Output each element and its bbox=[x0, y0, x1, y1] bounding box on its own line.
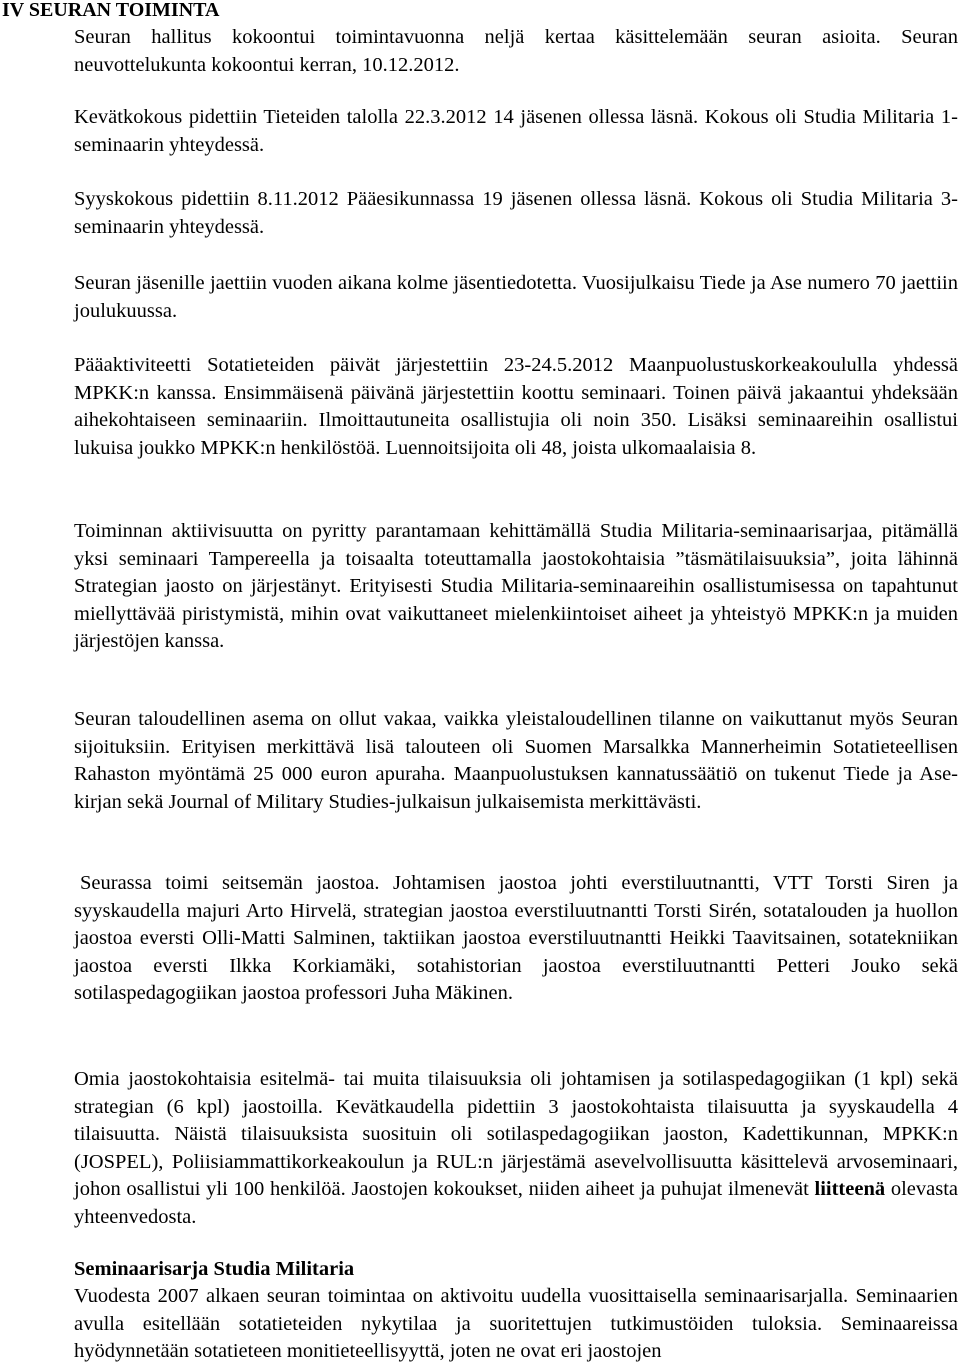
paragraph-spring-meeting: Kevätkokous pidettiin Tieteiden talolla 22.3.2012 14 jäsenen ollessa läsnä. Kokous oli Studia Militaria 1-seminaarin yhteydessä. bbox=[74, 106, 958, 156]
subheading-seminar-series: Seminaarisarja Studia Militaria bbox=[74, 1258, 355, 1280]
attachment-reference: liitteenä bbox=[814, 1178, 886, 1200]
paragraph-section-events bbox=[74, 1066, 958, 1231]
section-heading: IV SEURAN TOIMINTA bbox=[2, 0, 220, 21]
paragraph-section-events-text: Omia jaostokohtaisia esitelmä- tai muita tilaisuuksia oli johtamisen ja sotilaspedagogiikan (1 kpl) sekä strategian (6 kpl) jaostoilla. Kevätkaudella pidettiin 3 jaostokohtaista tilaisuutta ja syyskaudella 4 tilaisuutta. Näistä tilaisuuksista suosituin oli sotilaspedagogiikan jaoston, Kadettikunnan, MPKK:n (JOSPEL), Poliisiammattikorkeakoulun ja RUL:n järjestämä asevelvollisuutta käsittelevä arvoseminaari, johon osallistui yli 100 henkilöä. Jaostojen kokoukset, niiden aiheet ja puhujat ilmenevät bbox=[74, 1068, 958, 1200]
paragraph-member-bulletins: Seuran jäsenille jaettiin vuoden aikana kolme jäsentiedotetta. Vuosijulkaisu Tiede ja Ase numero 70 jaettiin joulukuussa. bbox=[74, 272, 958, 322]
paragraph-sections-text: Seurassa toimi seitsemän jaostoa. Johtamisen jaostoa johti everstiluutnantti, VTT Torsti Siren ja syyskaudella majuri Arto Hirvelä, strategian jaostoa everstiluutnantti Torsti Sirén, sotatalouden ja huollon jaostoa eversti Olli-Matti Salminen, taktiikan jaostoa everstiluutnantti Heikki Taavitsainen, sotatekniikan jaostoa eversti Ilkka Korkiamäki, sotahistorian jaostoa everstiluutnantti Petteri Jouko sekä sotilaspedagogiikan jaostoa professori Juha Mäkinen. bbox=[74, 872, 958, 1004]
paragraph-meetings: Seuran hallitus kokoontui toimintavuonna neljä kertaa käsittelemään seuran asioita. Seuran neuvottelukunta kokoontui kerran, 10.12.2012. bbox=[74, 26, 958, 76]
paragraph-autumn-meeting: Syyskokous pidettiin 8.11.2012 Pääesikunnassa 19 jäsenen ollessa läsnä. Kokous oli Studia Militaria 3-seminaarin yhteydessä. bbox=[74, 188, 958, 238]
paragraph-section-events-tail: olevasta yhteenvedosta. bbox=[74, 1178, 958, 1228]
paragraph-sections bbox=[74, 870, 958, 1008]
paragraph-main-activity: Pääaktiviteetti Sotatieteiden päivät järjestettiin 23-24.5.2012 Maanpuolustuskorkeakoululla yhdessä MPKK:n kanssa. Ensimmäisenä päivänä järjestettiin koottu seminaari. Toinen päivä jakaantui yhdeksään aihekohtaiseen seminaariin. Ilmoittautuneita osallistujia oli noin 350. Lisäksi seminaareihin osallistui lukuisa joukko MPKK:n henkilöstöä. Luennoitsijoita oli 48, joista ulkomaalaisia 8. bbox=[74, 354, 958, 459]
paragraph-seminar-series: Vuodesta 2007 alkaen seuran toimintaa on aktivoitu uudella vuosittaisella seminaarisarjalla. Seminaarien avulla esitellään sotatieteiden nykytilaa ja suoritettujen tutkimustöiden tuloksia. Seminaareissa hyödynnetään sotatieteen monitieteellisyyttä, joten ne ovat eri jaostojen bbox=[74, 1285, 958, 1362]
paragraph-activity-improvement: Toiminnan aktiivisuutta on pyritty parantamaan kehittämällä Studia Militaria-seminaarisarjaa, pitämällä yksi seminaari Tampereella ja toisaalta toteuttamalla jaostokohtaisia ”täsmätilaisuuksia”, joita lähinnä Strategian jaosto on järjestänyt. Erityisesti Studia Militaria-seminaareihin osallistumisessa on tapahtunut miellyttävää piristymistä, mihin ovat vaikuttaneet mielenkiintoiset aiheet ja yhteistyö MPKK:n ja muiden järjestöjen kanssa. bbox=[74, 520, 958, 652]
paragraph-finances: Seuran taloudellinen asema on ollut vakaa, vaikka yleistaloudellinen tilanne on vaikuttanut myös Seuran sijoituksiin. Erityisen merkittävä lisä talouteen oli Suomen Marsalkka Mannerheimin Sotatieteellisen Rahaston myöntämä 25 000 euron apuraha. Maanpuolustuksen kannatussäätiö on tukenut Tiede ja Ase-kirjan sekä Journal of Military Studies-julkaisun julkaisemista merkittävästi. bbox=[74, 708, 958, 813]
